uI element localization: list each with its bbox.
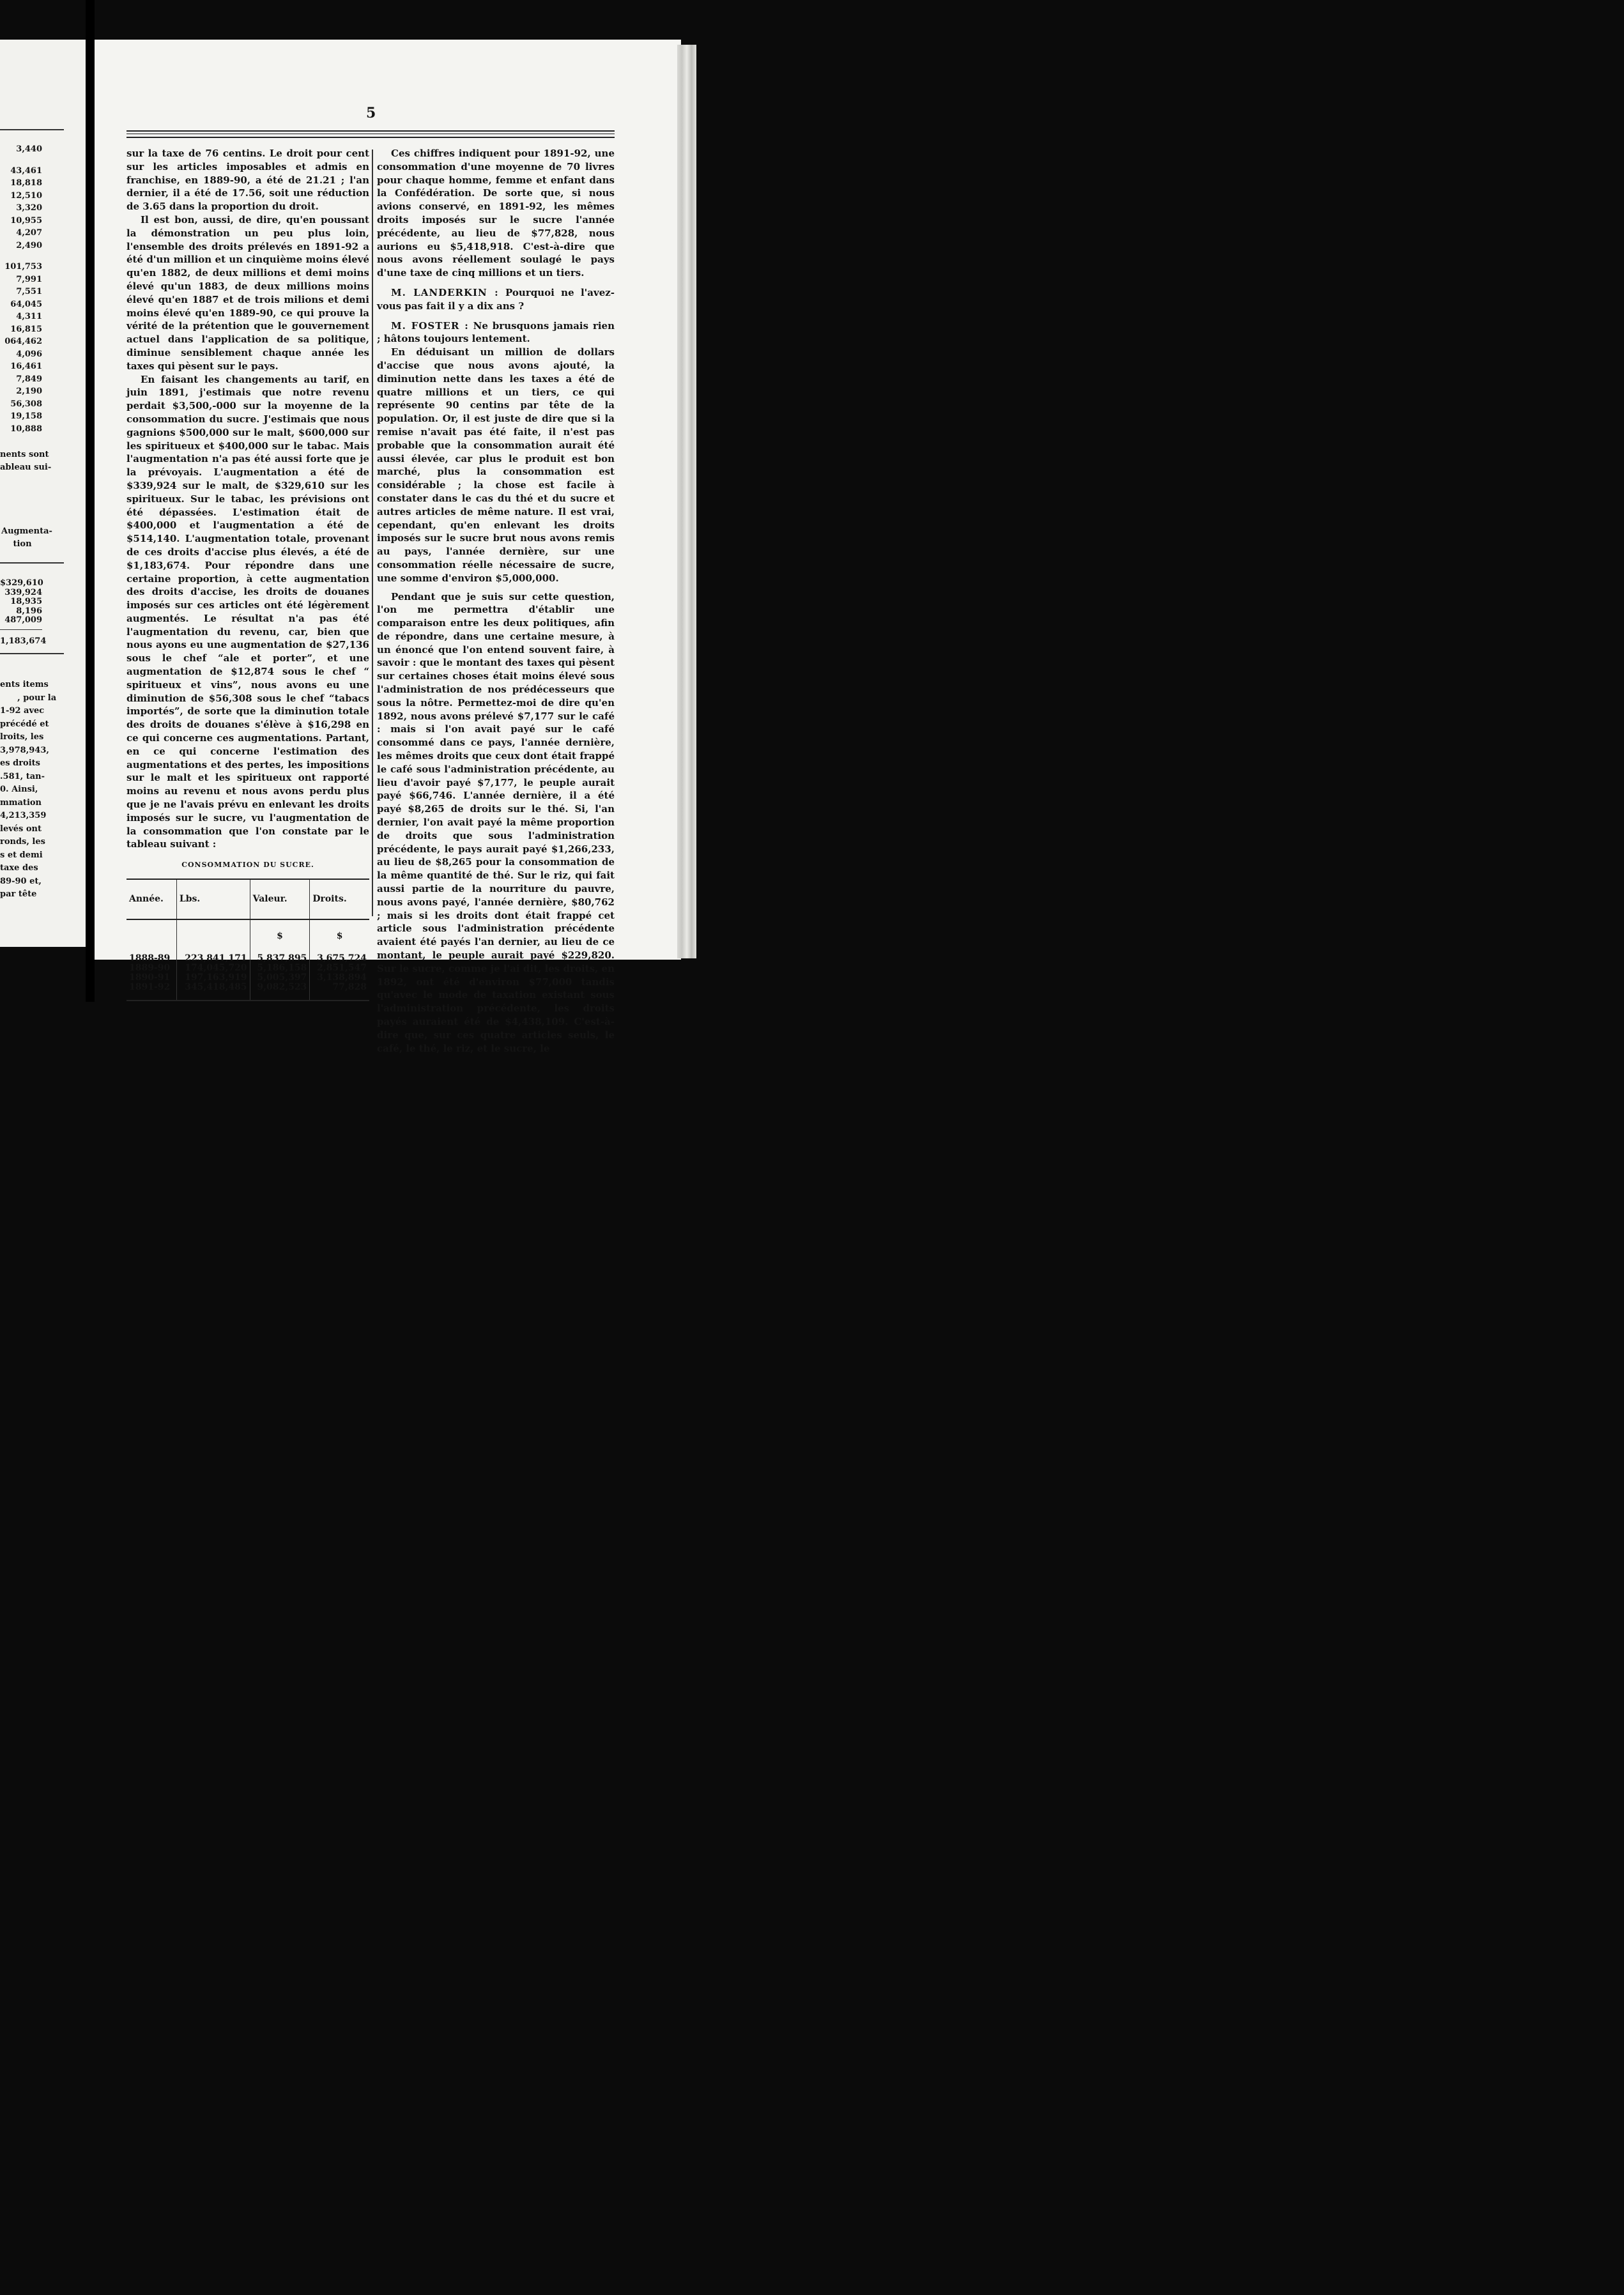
sum-rule	[0, 629, 42, 630]
augmentation-values	[0, 579, 42, 626]
duties-cell: 3,138,894	[310, 973, 369, 983]
gutter	[86, 0, 95, 1002]
text-fragment: , pour la	[0, 693, 57, 703]
left-rule	[0, 129, 64, 130]
document-page	[95, 40, 681, 1054]
text-fragment: s et demi	[0, 850, 43, 860]
left-number: 10,888	[10, 424, 42, 434]
table-row	[126, 983, 369, 1001]
right-column	[377, 147, 615, 1055]
left-number: 4,311	[16, 312, 42, 321]
lbs-cell: 174,045,720	[176, 963, 250, 973]
text-fragment: taxe des	[0, 863, 38, 873]
currency-cell	[126, 919, 176, 954]
left-number: 43,461	[10, 165, 42, 176]
left-number: 2,490	[16, 240, 42, 250]
speaker-name: M. FOSTER :	[391, 319, 469, 332]
left-number: 101,753	[4, 262, 42, 272]
speech-text: Ne brusquons jamais rien ; hâtons toujours lentement.	[377, 319, 615, 345]
paragraph: Il est bon, aussi, de dire, qu'en poussant la démonstration un peu plus loin, l'ensemble des droits prélevés en 1891-92 a été d'un million et un cinquième moins élevé qu'en 1882, de deux millions et demi moins élevé qu'un 1883, de deux millions moins élevé qu'en 1887 et de trois milions et demi moins élevé qu'en 1889-90, ce qui prouve la vérité de la prétention que le gouvernement actuel dans l'application de sa politique, diminue sensiblement chaque année les taxes qui pèsent sur le pays.	[126, 213, 369, 372]
table-row	[126, 954, 369, 963]
left-number: 4,096	[16, 349, 42, 359]
column-header-duties: Droits.	[310, 879, 369, 919]
text-fragment: 89-90 et,	[0, 876, 42, 886]
book-spine	[677, 45, 696, 958]
year-cell: 1888-89	[129, 953, 171, 963]
column-header-line: tion	[13, 539, 32, 549]
column-header-line: Augmenta-	[1, 526, 52, 536]
text-fragment: 3,978,943,	[0, 745, 49, 755]
year-cell: 1890-91	[129, 972, 171, 983]
dialogue-line	[377, 319, 615, 346]
augmentation-value: 487,009	[4, 615, 42, 625]
value-cell: 5,186,158	[250, 963, 310, 973]
column-header-lbs: Lbs.	[176, 879, 250, 919]
text-fragment: mmation	[0, 797, 42, 808]
text-fragment: ableau sui-	[0, 462, 52, 472]
text-fragment: lroits, les	[0, 732, 44, 742]
column-header-year: Année.	[126, 879, 176, 919]
text-fragment: 0. Ainsi,	[0, 785, 38, 794]
header-rule	[126, 137, 615, 138]
left-number: 12,510	[10, 190, 42, 201]
duties-cell: 3,675,724	[310, 954, 369, 963]
augmentation-value: 18,935	[10, 597, 42, 606]
lbs-cell: 197,163,919	[176, 973, 250, 983]
text-fragment: par tête	[0, 889, 37, 899]
left-number: 7,849	[16, 374, 42, 384]
left-rule	[0, 653, 64, 654]
lbs-cell: 345,418,485	[176, 983, 250, 1001]
left-number: 7,991	[16, 274, 42, 284]
sugar-consumption-table	[126, 879, 369, 1001]
paragraph: Ces chiffres indiquent pour 1891-92, une consommation d'une moyenne de 70 livres pour chaque homme, femme et enfant dans la Confédération. De sorte que, si nous avions conservé, en 1891-92, les mêmes droits imposés sur le sucre l'année précédente, au lieu de $77,828, nous aurions eu $5,418,918. C'est-à-dire que nous avons réellement soulagé le pays d'une taxe de cinq millions et un tiers.	[377, 148, 615, 279]
year-cell: 1889-90	[129, 962, 171, 973]
lbs-cell: 223,841,171	[176, 954, 250, 963]
augmentation-value: 339,924	[4, 587, 42, 597]
augmentation-value: $329,610	[0, 578, 43, 588]
left-number: 56,308	[10, 399, 42, 409]
paragraph: sur la taxe de 76 centins. Le droit pour cent sur les articles imposables et admis en franchise, en 1889-90, a été de 21.21 ; l'an dernier, il a été de 17.56, soit une réduction de 3.65 dans la proportion du droit.	[126, 148, 369, 213]
currency-row	[126, 919, 369, 954]
text-fragment: 4,213,359	[0, 811, 47, 820]
table-title: CONSOMMATION DU SUCRE.	[181, 861, 314, 870]
duties-cell: 2,851,547	[310, 963, 369, 973]
text-fragment: es droits	[0, 758, 40, 768]
augmentation-value: 8,196	[16, 606, 42, 616]
text-fragment: précédé et	[0, 719, 49, 729]
paragraph: En faisant les changements au tarif, en juin 1891, j'estimais que notre revenu perdait $3,500,-000 sur la moyenne de la consommation du sucre. J'estimais que nous gagnions $500,000 sur le malt, $600,000 sur les spiritueux et $400,000 sur le tabac. Mais l'augmentation n'a pas été aussi forte que je la prévoyais. L'augmentation a été de $339,924 sur le malt, de $329,610 sur les spiritueux. Sur le tabac, les prévisions ont été dépassées. L'estimation était de $400,000 et l'augmentation a été de $514,140. L'augmentation totale, provenant de ces droits d'accise plus élevés, a été de $1,183,674. Pour répondre dans une certaine proportion, à cette augmentation des droits d'accise, les droits de douanes imposés sur ces articles ont été légèrement augmentés. Le résultat n'a pas été l'augmentation du revenu, car, bien que nous ayons eu une augmentation de $27,136 sous le chef “ale et porter”, et une augmentation de $12,874 sous le chef “ spiritueux et vins”, nous avons eu une diminution de $56,308 sous le chef “tabacs importés”, de sorte que la diminution totale des droits de douanes s'élève à $16,298 en ce qui concerne ces augmentations. Partant, en ce qui concerne l'estimation des augmentations et des pertes, les impositions sur le malt et les spiritueux ont rapporté moins au revenu et nous avons perdu plus que je ne l'avais prévu en enlevant les droits imposés sur le sucre, vu l'augmentation de la consommation que l'on constate par le tableau suivant :	[126, 373, 369, 850]
left-number: 10,955	[10, 215, 42, 226]
page-number: 5	[366, 105, 376, 121]
left-column	[126, 147, 369, 1001]
left-rule	[0, 562, 64, 564]
text-fragment: ents items	[0, 680, 49, 689]
table-row	[126, 963, 369, 973]
year-cell: 1891-92	[126, 983, 176, 1001]
left-number: 19,158	[10, 411, 42, 421]
currency-cell	[176, 919, 250, 954]
text-fragment: nents sont	[0, 450, 49, 459]
left-number: 64,045	[10, 299, 42, 309]
left-number: 2,190	[16, 387, 42, 396]
left-fragment-b	[0, 679, 56, 902]
currency-cell: $	[250, 919, 310, 954]
header-rule	[126, 130, 615, 132]
duties-cell: 77,828	[310, 983, 369, 1001]
text-fragment: ronds, les	[0, 837, 45, 847]
paragraph: Pendant que je suis sur cette question, l'on me permettra d'établir une comparaison entre les deux politiques, afin de répondre, dans une certaine mesure, à un énoncé que l'on entend souvent faire, à savoir : que le montant des taxes qui pèsent sur certaines choses était moins élevé sous l'administration de nos prédécesseurs que sous la nôtre. Permettez-moi de dire qu'en 1892, nous avons prélevé $7,177 sur le café : mais si l'on avait payé sur le café consommé dans ce pays, l'année dernière, les mêmes droits que ceux dont était frappé le café sous l'administration précédente, au lieu d'avoir payé $7,177, le peuple aurait payé $66,746. L'année dernière, il a été payé $8,265 de droits sur le thé. Si, l'an dernier, l'on avait payé la même proportion de droits que sous l'administration précédente, le pays aurait payé $1,266,233, au lieu de $8,265 pour la consommation de la même quantité de thé. Sur le riz, qui fait aussi partie de la nourriture du pauvre, nous avons payé, l'année dernière, $80,762 ; mais si les droits dont était frappé cet article sous l'administration précédente avaient été payés l'an dernier, au lieu de ce montant, le peuple aurait payé $229,820. Sur le sucre, comme je l'ai dit, les droits, en 1892, ont été d'environ $77,000 tandis qu'avec le mode de taxation existant sous l'administration précédente, les droits payés auraient été de $4,438,109. C'est-à-dire que, sur ces quatre articles seuls, le café, le thé, le riz, et le sucre, le	[377, 590, 615, 1054]
speaker-name: M. LANDERKIN :	[391, 286, 499, 298]
left-number: 3,320	[16, 203, 42, 213]
left-number: 16,461	[10, 362, 42, 371]
text-fragment: .581, tan-	[0, 771, 45, 781]
column-divider	[372, 150, 373, 916]
text-fragment: 1-92 avec	[0, 706, 45, 716]
left-number: 064,462	[4, 337, 42, 346]
left-number: 18,818	[10, 178, 42, 188]
left-fragment-a	[0, 449, 51, 473]
value-cell: 5,005,397	[250, 973, 310, 983]
currency-cell: $	[310, 919, 369, 954]
left-number-column	[0, 143, 42, 435]
paragraph: En déduisant un million de dollars d'accise que nous avons ajouté, la diminution nette dans les taxes a été de quatre millions et un tiers, ce qui représente 90 centins par tête de la population. Or, il est juste de dire que si la remise n'avait pas été faite, il n'est pas probable que la consommation aurait été aussi élevée, car plus le produit est bon marché, plus la consommation est considérable ; la chose est facile à constater dans le cas du thé et du sucre et autres articles de même nature. Il est vrai, cependant, qu'en enlevant les droits imposés sur le sucre brut nous avons remis au pays, l'année dernière, sur une consommation réelle nécessaire de sucre, une somme d'environ $5,000,000.	[377, 346, 615, 584]
speech-text: Pourquoi ne l'avez-vous pas fait il y a dix ans ?	[377, 286, 615, 312]
left-page-fragment	[0, 40, 86, 947]
value-cell: 5,837,895	[250, 954, 310, 963]
text-fragment: levés ont	[0, 824, 42, 834]
left-number: 4,207	[16, 228, 42, 238]
left-number: 16,815	[10, 324, 42, 334]
value-cell: 9,082,523	[250, 983, 310, 1001]
augmentation-total: 1,183,674	[0, 636, 47, 646]
table-row	[126, 973, 369, 983]
left-number: 7,551	[16, 287, 42, 296]
dialogue-line	[377, 286, 615, 313]
column-header-value: Valeur.	[250, 879, 310, 919]
left-number: 3,440	[16, 144, 42, 154]
augmentation-header	[1, 525, 52, 550]
